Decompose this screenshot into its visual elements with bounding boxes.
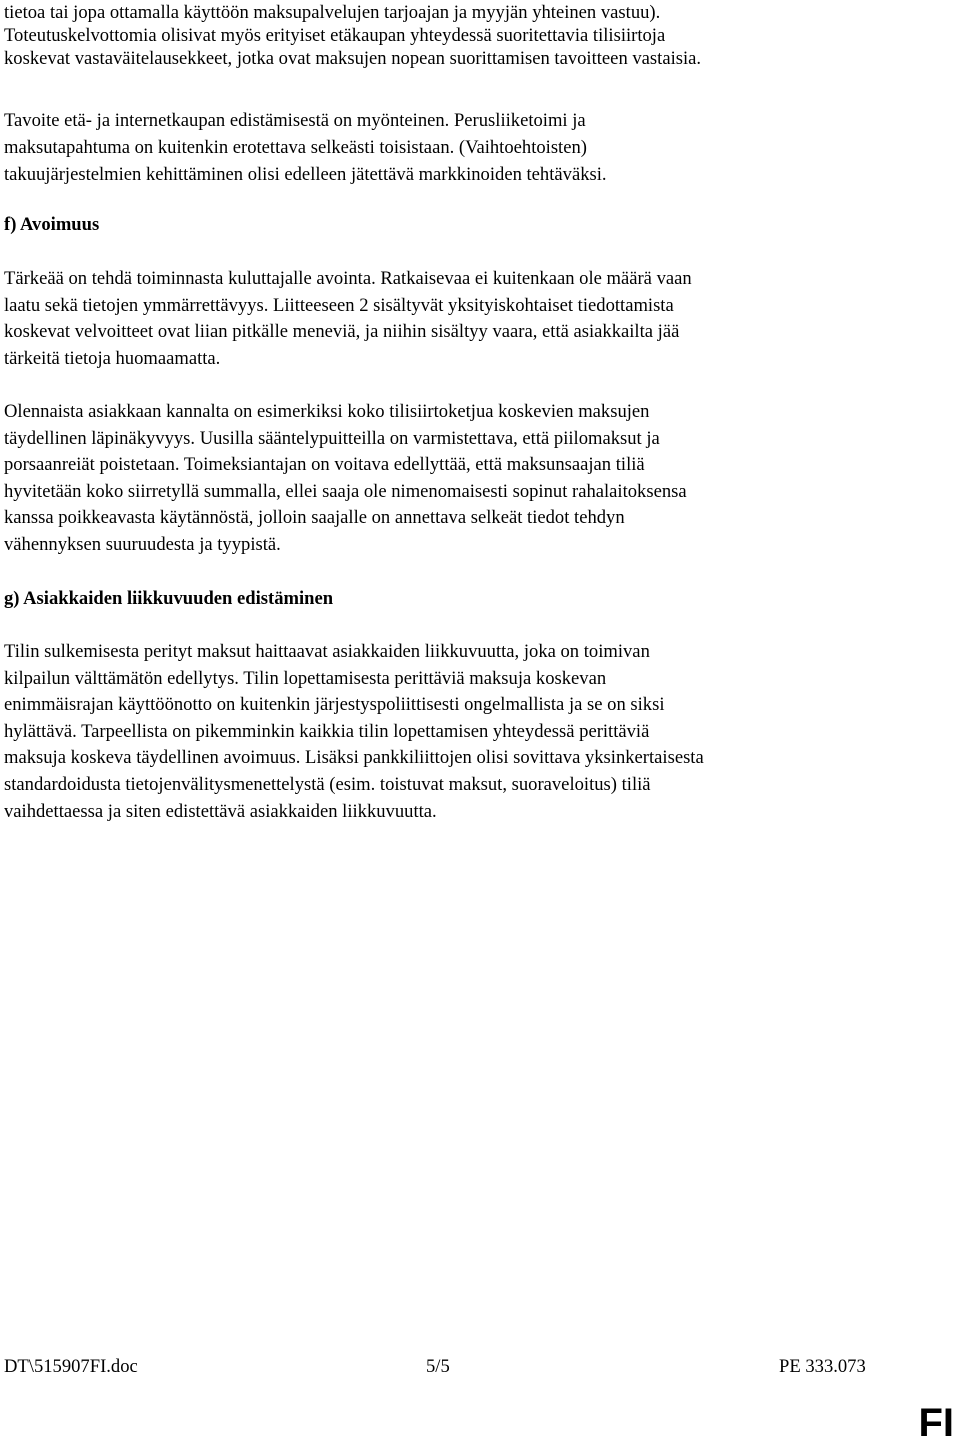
- section-heading-f: f) Avoimuus: [4, 214, 100, 235]
- text-line: maksutapahtuma on kuitenkin erotettava selkeästi toisistaan. (Vaihtoehtoisten): [4, 137, 587, 158]
- text-line: Tilin sulkemisesta perityt maksut haittaavat asiakkaiden liikkuvuutta, joka on toimivan: [4, 641, 650, 662]
- paragraph-mobility: [4, 639, 704, 825]
- text-line: takuujärjestelmien kehittäminen olisi edelleen jätettävä markkinoiden tehtäväksi.: [4, 164, 607, 185]
- paragraph-intro: [4, 1, 701, 70]
- text-line: enimmäisrajan käyttöönotto on kuitenkin järjestyspoliittisesti ongelmallista ja se on siksi: [4, 694, 665, 716]
- text-line: vähennyksen suuruudesta ja tyypistä.: [4, 533, 281, 555]
- text-line: Olennaista asiakkaan kannalta on esimerkiksi koko tilisiirtoketjua koskevien maksujen: [4, 401, 650, 422]
- text-line: hyvitetään koko siirretyllä summalla, ellei saaja ole nimenomaisesti sopinut rahalaitoksensa: [4, 480, 687, 502]
- paragraph-transparency-1: [4, 266, 692, 372]
- text-line: laatu sekä tietojen ymmärrettävyys. Liitteeseen 2 sisältyvät yksityiskohtaiset tiedottamista: [4, 294, 674, 316]
- text-line: tietoa tai jopa ottamalla käyttöön maksupalvelujen tarjoajan ja myyjän yhteinen vastuu).: [4, 2, 661, 23]
- footer-page-number: 5/5: [426, 1356, 450, 1377]
- text-line: tärkeitä tietoja huomaamatta.: [4, 347, 221, 369]
- text-line: Toteutuskelvottomia olisivat myös erityiset etäkaupan yhteydessä suoritettavia tilisiirtoja: [4, 25, 666, 46]
- text-line: Tärkeää on tehdä toiminnasta kuluttajalle avointa. Ratkaisevaa ei kuitenkaan ole määrä vaan: [4, 268, 692, 289]
- footer-pe-ref: PE 333.073: [779, 1356, 866, 1377]
- text-line: kilpailun välttämätön edellytys. Tilin lopettamisesta perittäviä maksuja koskevan: [4, 667, 607, 689]
- text-line: standardoidusta tietojenvälitysmenettelystä (esim. toistuvat maksut, suoraveloitus) tiliä: [4, 773, 651, 795]
- section-heading-g: g) Asiakkaiden liikkuvuuden edistäminen: [4, 588, 334, 609]
- text-line: maksuja koskeva täydellinen avoimuus. Lisäksi pankkiliittojen olisi sovittava yksinkertaisesta: [4, 747, 704, 769]
- text-line: kanssa poikkeavasta käytännöstä, jolloin saajalle on annettava selkeät tiedot tehdyn: [4, 507, 625, 529]
- text-line: koskevat velvoitteet ovat liian pitkälle meneviä, ja niihin sisältyy vaara, että asiakkailta jää: [4, 321, 680, 342]
- paragraph-transparency-2: [4, 399, 687, 559]
- text-line: hylättävä. Tarpeellista on pikemminkin kaikkia tilin lopettamisen yhteydessä perittäviä: [4, 720, 650, 742]
- text-line: vaihdettaessa ja siten edistettävä asiakkaiden liikkuvuutta.: [4, 800, 437, 822]
- text-line: koskevat vastaväitelausekkeet, jotka ovat maksujen nopean suorittamisen tavoitteen vastaisia.: [4, 48, 702, 69]
- text-line: täydellinen läpinäkyvyys. Uusilla sääntelypuitteilla on varmistettava, että piilomaksut ja: [4, 427, 660, 449]
- footer-doc-ref: DT\515907FI.doc: [4, 1356, 138, 1377]
- language-code: FI: [918, 1401, 954, 1445]
- text-line: Tavoite etä- ja internetkaupan edistämisestä on myönteinen. Perusliiketoimi ja: [4, 110, 586, 131]
- paragraph-ecommerce: [4, 107, 607, 188]
- text-line: porsaanreiät poistetaan. Toimeksiantajan on voitava edellyttää, että maksunsaajan tiliä: [4, 454, 645, 476]
